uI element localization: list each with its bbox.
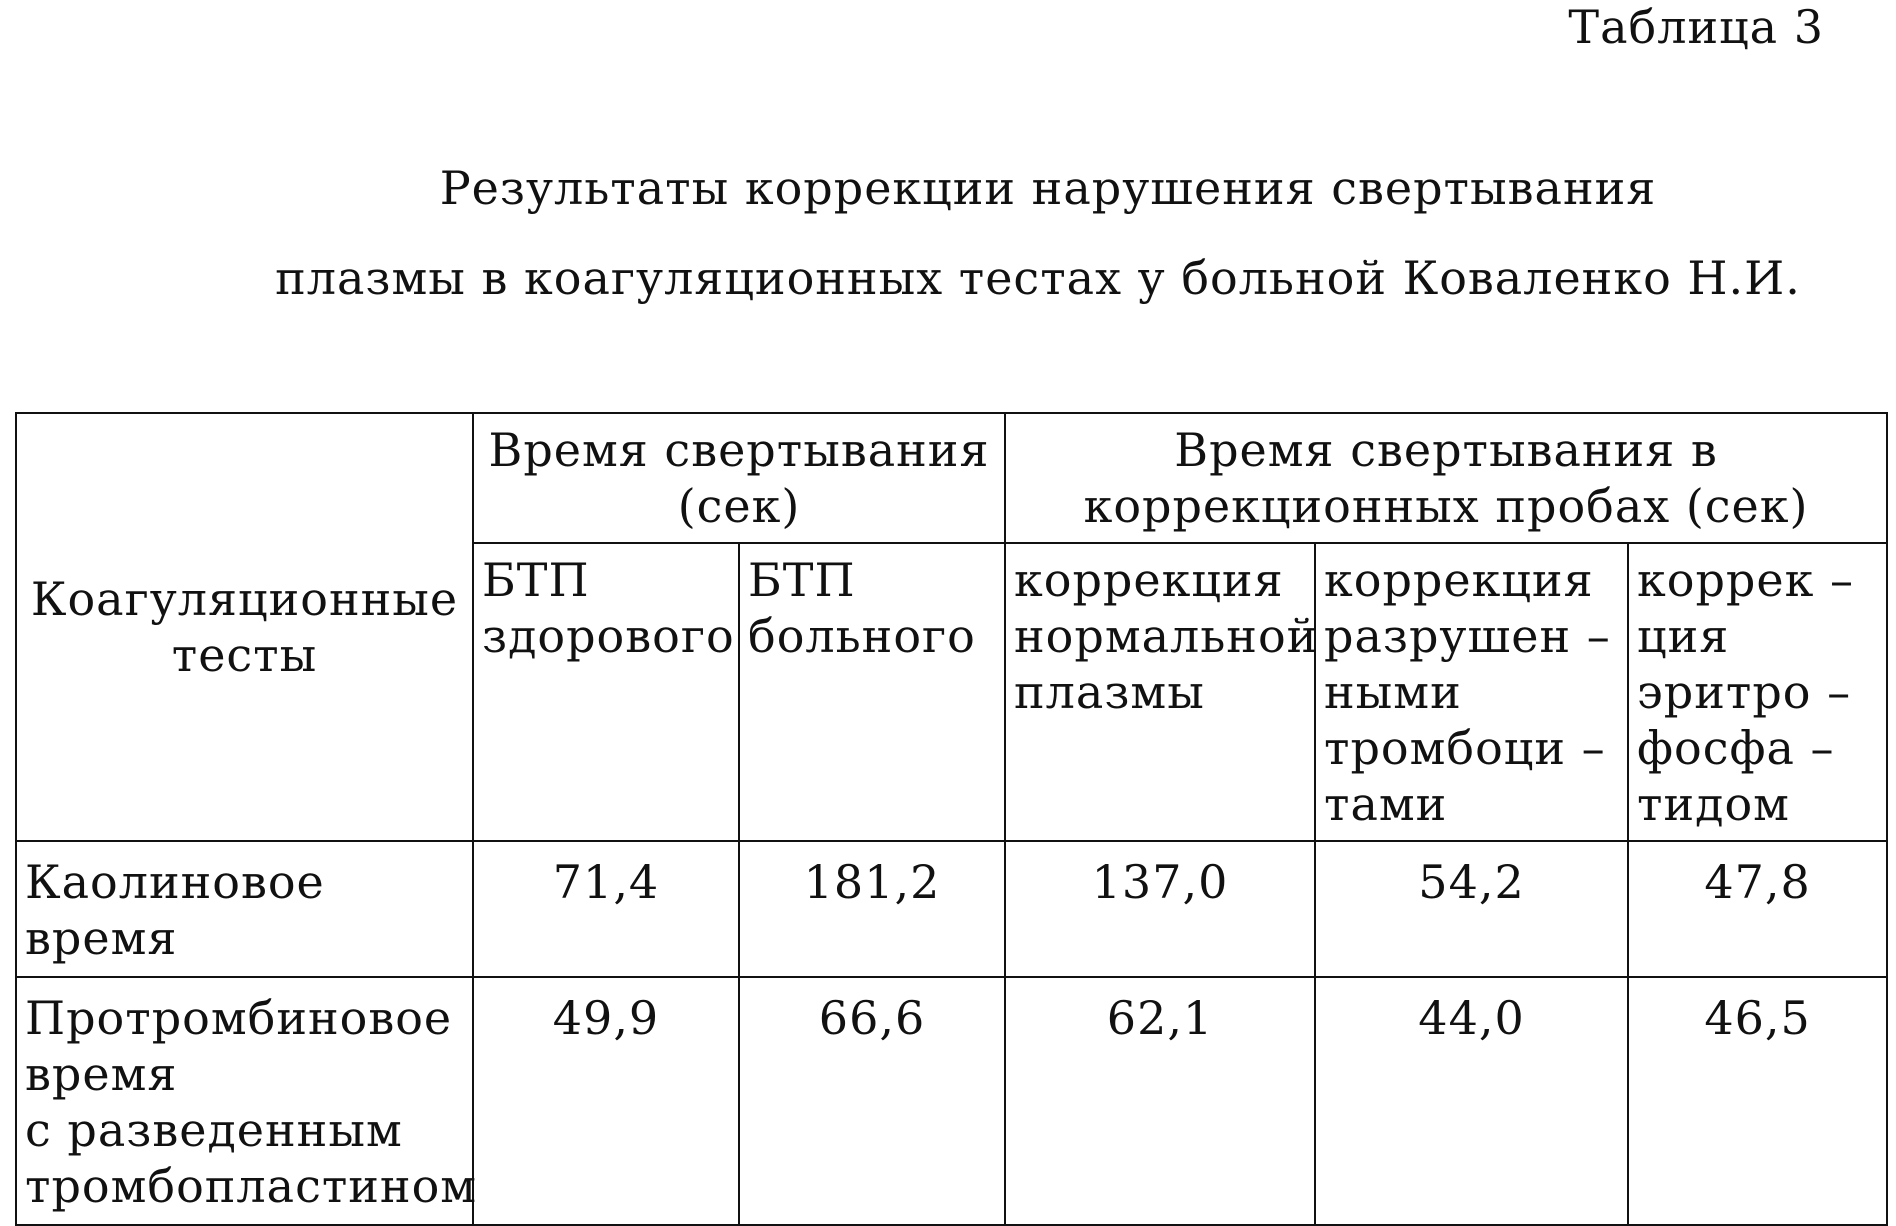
group-header-correction-tests: Время свертывания в коррекционных пробах (сек) [1005, 413, 1887, 543]
cell-value: 46,5 [1628, 977, 1887, 1225]
sub-header-btp-patient: БТП больного [739, 543, 1005, 841]
row-label-prothrombin-time: Протромбиновое время с разведенным тромбопластином [16, 977, 473, 1225]
cell-value: 71,4 [473, 841, 739, 977]
row-header-coagulation-tests: Коагуляционные тесты [16, 413, 473, 841]
table-caption [0, 160, 1896, 306]
header-row-1 [16, 413, 1887, 543]
caption-line-2: плазмы в коагуляционных тестах у больной Коваленко Н.И. [275, 251, 1801, 305]
row-label-kaolin-time: Каолиновое время [16, 841, 473, 977]
table-number: Таблица 3 [1568, 0, 1824, 54]
sub-header-btp-healthy: БТП здорового [473, 543, 739, 841]
sub-header-erythrophosphatide-correction: коррек – ция эритро – фосфа – тидом [1628, 543, 1887, 841]
cell-value: 137,0 [1005, 841, 1315, 977]
sub-header-normal-plasma-correction: коррекция нормальной плазмы [1005, 543, 1315, 841]
cell-value: 181,2 [739, 841, 1005, 977]
caption-line-1: Результаты коррекции нарушения свертывания [439, 161, 1657, 215]
table-row [16, 977, 1887, 1225]
cell-value: 49,9 [473, 977, 739, 1225]
coagulation-results-table [15, 412, 1888, 1226]
cell-value: 44,0 [1315, 977, 1628, 1225]
group-header-clotting-time: Время свертывания (сек) [473, 413, 1005, 543]
cell-value: 66,6 [739, 977, 1005, 1225]
cell-value: 54,2 [1315, 841, 1628, 977]
sub-header-platelet-correction: коррекция разрушен – ными тромбоци – тами [1315, 543, 1628, 841]
table-row [16, 841, 1887, 977]
cell-value: 47,8 [1628, 841, 1887, 977]
cell-value: 62,1 [1005, 977, 1315, 1225]
